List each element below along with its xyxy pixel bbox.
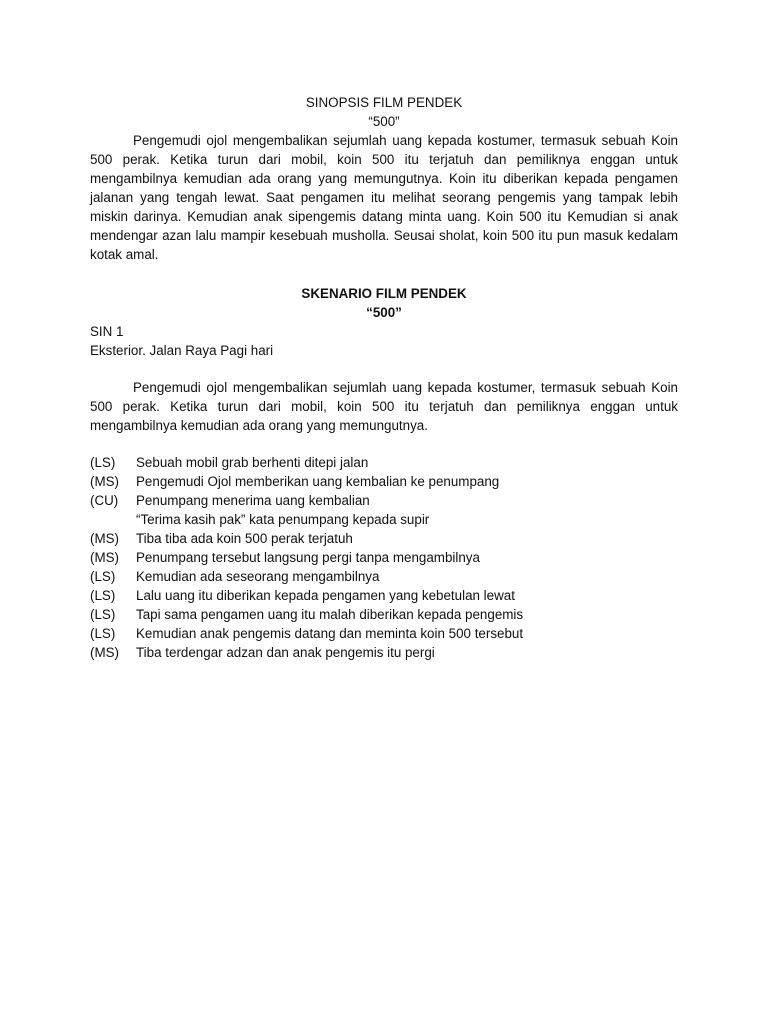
synopsis-heading: SINOPSIS FILM PENDEK (305, 95, 463, 110)
shot-line (90, 491, 370, 510)
scenario-title: “500” (366, 305, 402, 320)
shot-text: Pengemudi Ojol memberikan uang kembalian ke penumpang (136, 474, 500, 489)
shot-text: Tapi sama pengamen uang itu malah diberikan kepada pengemis (136, 607, 524, 622)
shot-tag: (LS) (90, 588, 116, 603)
shot-tag: (LS) (90, 626, 116, 641)
shot-line (90, 548, 480, 567)
shot-line (90, 529, 353, 548)
shot-text: Tiba terdengar adzan dan anak pengemis itu pergi (136, 645, 435, 660)
shot-text: Tiba tiba ada koin 500 perak terjatuh (136, 531, 353, 546)
shot-tag: (MS) (90, 531, 120, 546)
scene-setting: Eksterior. Jalan Raya Pagi hari (90, 343, 274, 358)
shot-line (90, 605, 523, 624)
shot-line (90, 453, 368, 472)
synopsis-title: “500” (368, 114, 400, 129)
shot-line (90, 643, 435, 662)
shot-tag: (LS) (90, 569, 116, 584)
shot-tag: (MS) (90, 550, 120, 565)
shot-text: Kemudian ada seseorang mengambilnya (136, 569, 380, 584)
shot-tag: (MS) (90, 474, 120, 489)
shot-line (90, 624, 523, 643)
synopsis-paragraph: Pengemudi ojol mengembalikan sejumlah uang kepada kostumer, termasuk sebuah Koin 500 perak. Ketika turun dari mobil, koin 500 itu terjatuh dan pemiliknya enggan untuk mengambilnya kemudian ada orang yang memungutnya. Koin itu diberikan kepada pengamen jalanan yang tengah lewat. Saat pengamen itu melihat seorang pengemis yang tampak lebih miskin darinya. Kemudian anak sipengemis datang minta uang. Koin 500 itu Kemudian si anak mendengar azan lalu mampir kesebuah musholla. Seusai sholat, koin 500 itu pun masuk kedalam kotak amal. (90, 133, 678, 262)
shot-text: Penumpang tersebut langsung pergi tanpa mengambilnya (136, 550, 480, 565)
dialogue-line: “Terima kasih pak” kata penumpang kepada supir (136, 512, 430, 527)
shot-tag: (LS) (90, 455, 116, 470)
shot-line (90, 567, 379, 586)
scene-number: SIN 1 (90, 324, 124, 339)
shot-tag: (CU) (90, 493, 119, 508)
scenario-paragraph: Pengemudi ojol mengembalikan sejumlah uang kepada kostumer, termasuk sebuah Koin 500 perak. Ketika turun dari mobil, koin 500 itu terjatuh dan pemiliknya enggan untuk mengambilnya kemudian ada orang yang memungutnya. (90, 380, 678, 433)
shot-text: Sebuah mobil grab berhenti ditepi jalan (136, 455, 369, 470)
shot-text: Penumpang menerima uang kembalian (136, 493, 370, 508)
shot-text: Kemudian anak pengemis datang dan meminta koin 500 tersebut (136, 626, 524, 641)
shot-line (90, 472, 499, 491)
shot-tag: (LS) (90, 607, 116, 622)
scenario-heading: SKENARIO FILM PENDEK (301, 286, 467, 301)
shot-line (90, 586, 515, 605)
shot-tag: (MS) (90, 645, 120, 660)
shot-text: Lalu uang itu diberikan kepada pengamen yang kebetulan lewat (136, 588, 515, 603)
